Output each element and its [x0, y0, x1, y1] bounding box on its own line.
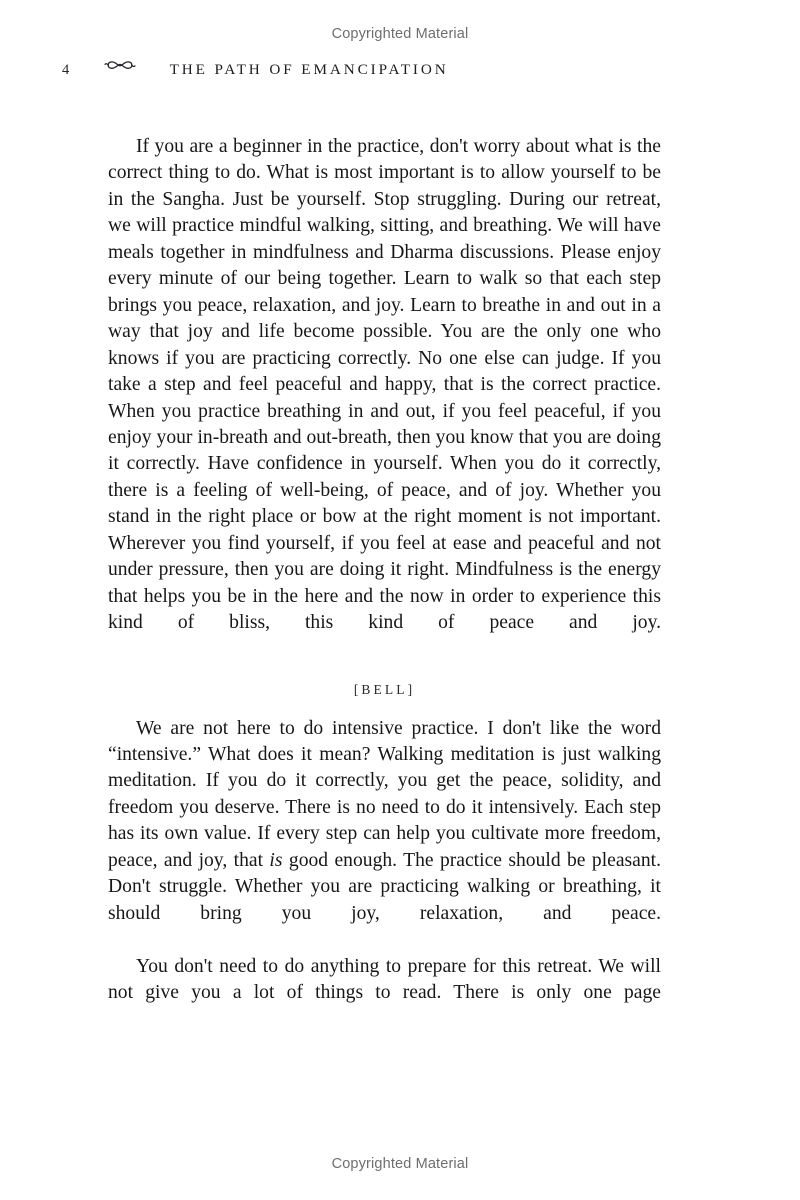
body-text-block [108, 134, 661, 1033]
page-number: 4 [62, 62, 70, 78]
paragraph-two [108, 716, 661, 954]
running-head [62, 60, 449, 79]
copyright-watermark-bottom: Copyrighted Material [331, 1156, 469, 1172]
paragraph-three: You don't need to do anything to prepare for this retreat. We will not give you a lot of things to read. There is only one page [108, 955, 661, 1004]
bell-marker: [BELL] [353, 681, 416, 697]
copyright-watermark-top: Copyrighted Material [331, 26, 469, 42]
running-head-title: THE PATH OF EMANCIPATION [169, 61, 449, 78]
paragraph-two-text-b: good enough. The practice should be pleasant. Don't struggle. Whether you are practicing walking or breathing, it should bring you joy, relaxation, and peace. [108, 849, 661, 924]
paragraph-two-text-a: We are not here to do intensive practice. I don't like the word “intensive.” What does it mean? Walking meditation is just walking meditation. If you do it correctly, you get the peace, solidity, and freedom you deserve. There is no need to do it intensively. Each step has its own value. If every step can help you cultivate more freedom, peace, and joy, that [108, 717, 661, 871]
paragraph-one: If you are a beginner in the practice, don't worry about what is the correct thing to do. What is most important is to allow yourself to be in the Sangha. Just be yourself. Stop struggling. During our retreat, we will practice mindful walking, sitting, and breathing. We will have meals together in mindfulness and Dharma discussions. Please enjoy every minute of our being together. Learn to walk so that each step brings you peace, relaxation, and joy. Learn to breathe in and out in a way that joy and life become possible. You are the only one who knows if you are practicing correctly. No one else can judge. If you take a step and feel peaceful and happy, that is the correct practice. When you practice breathing in and out, if you feel peaceful, if you enjoy your in-breath and out-breath, then you know that you are doing it correctly. Have confidence in yourself. When you do it correctly, there is a feeling of well-being, of peace, and of joy. Whether you stand in the right place or bow at the right moment is not important. Wherever you find yourself, if you feel at ease and peaceful and not under pressure, then you are doing it right. Mindfulness is the energy that helps you be in the here and the now in order to experience this kind of bliss, this kind of peace and joy. [108, 136, 661, 634]
paragraph-two-emphasis: is [269, 849, 283, 871]
floral-flourish-ornament [103, 58, 137, 72]
